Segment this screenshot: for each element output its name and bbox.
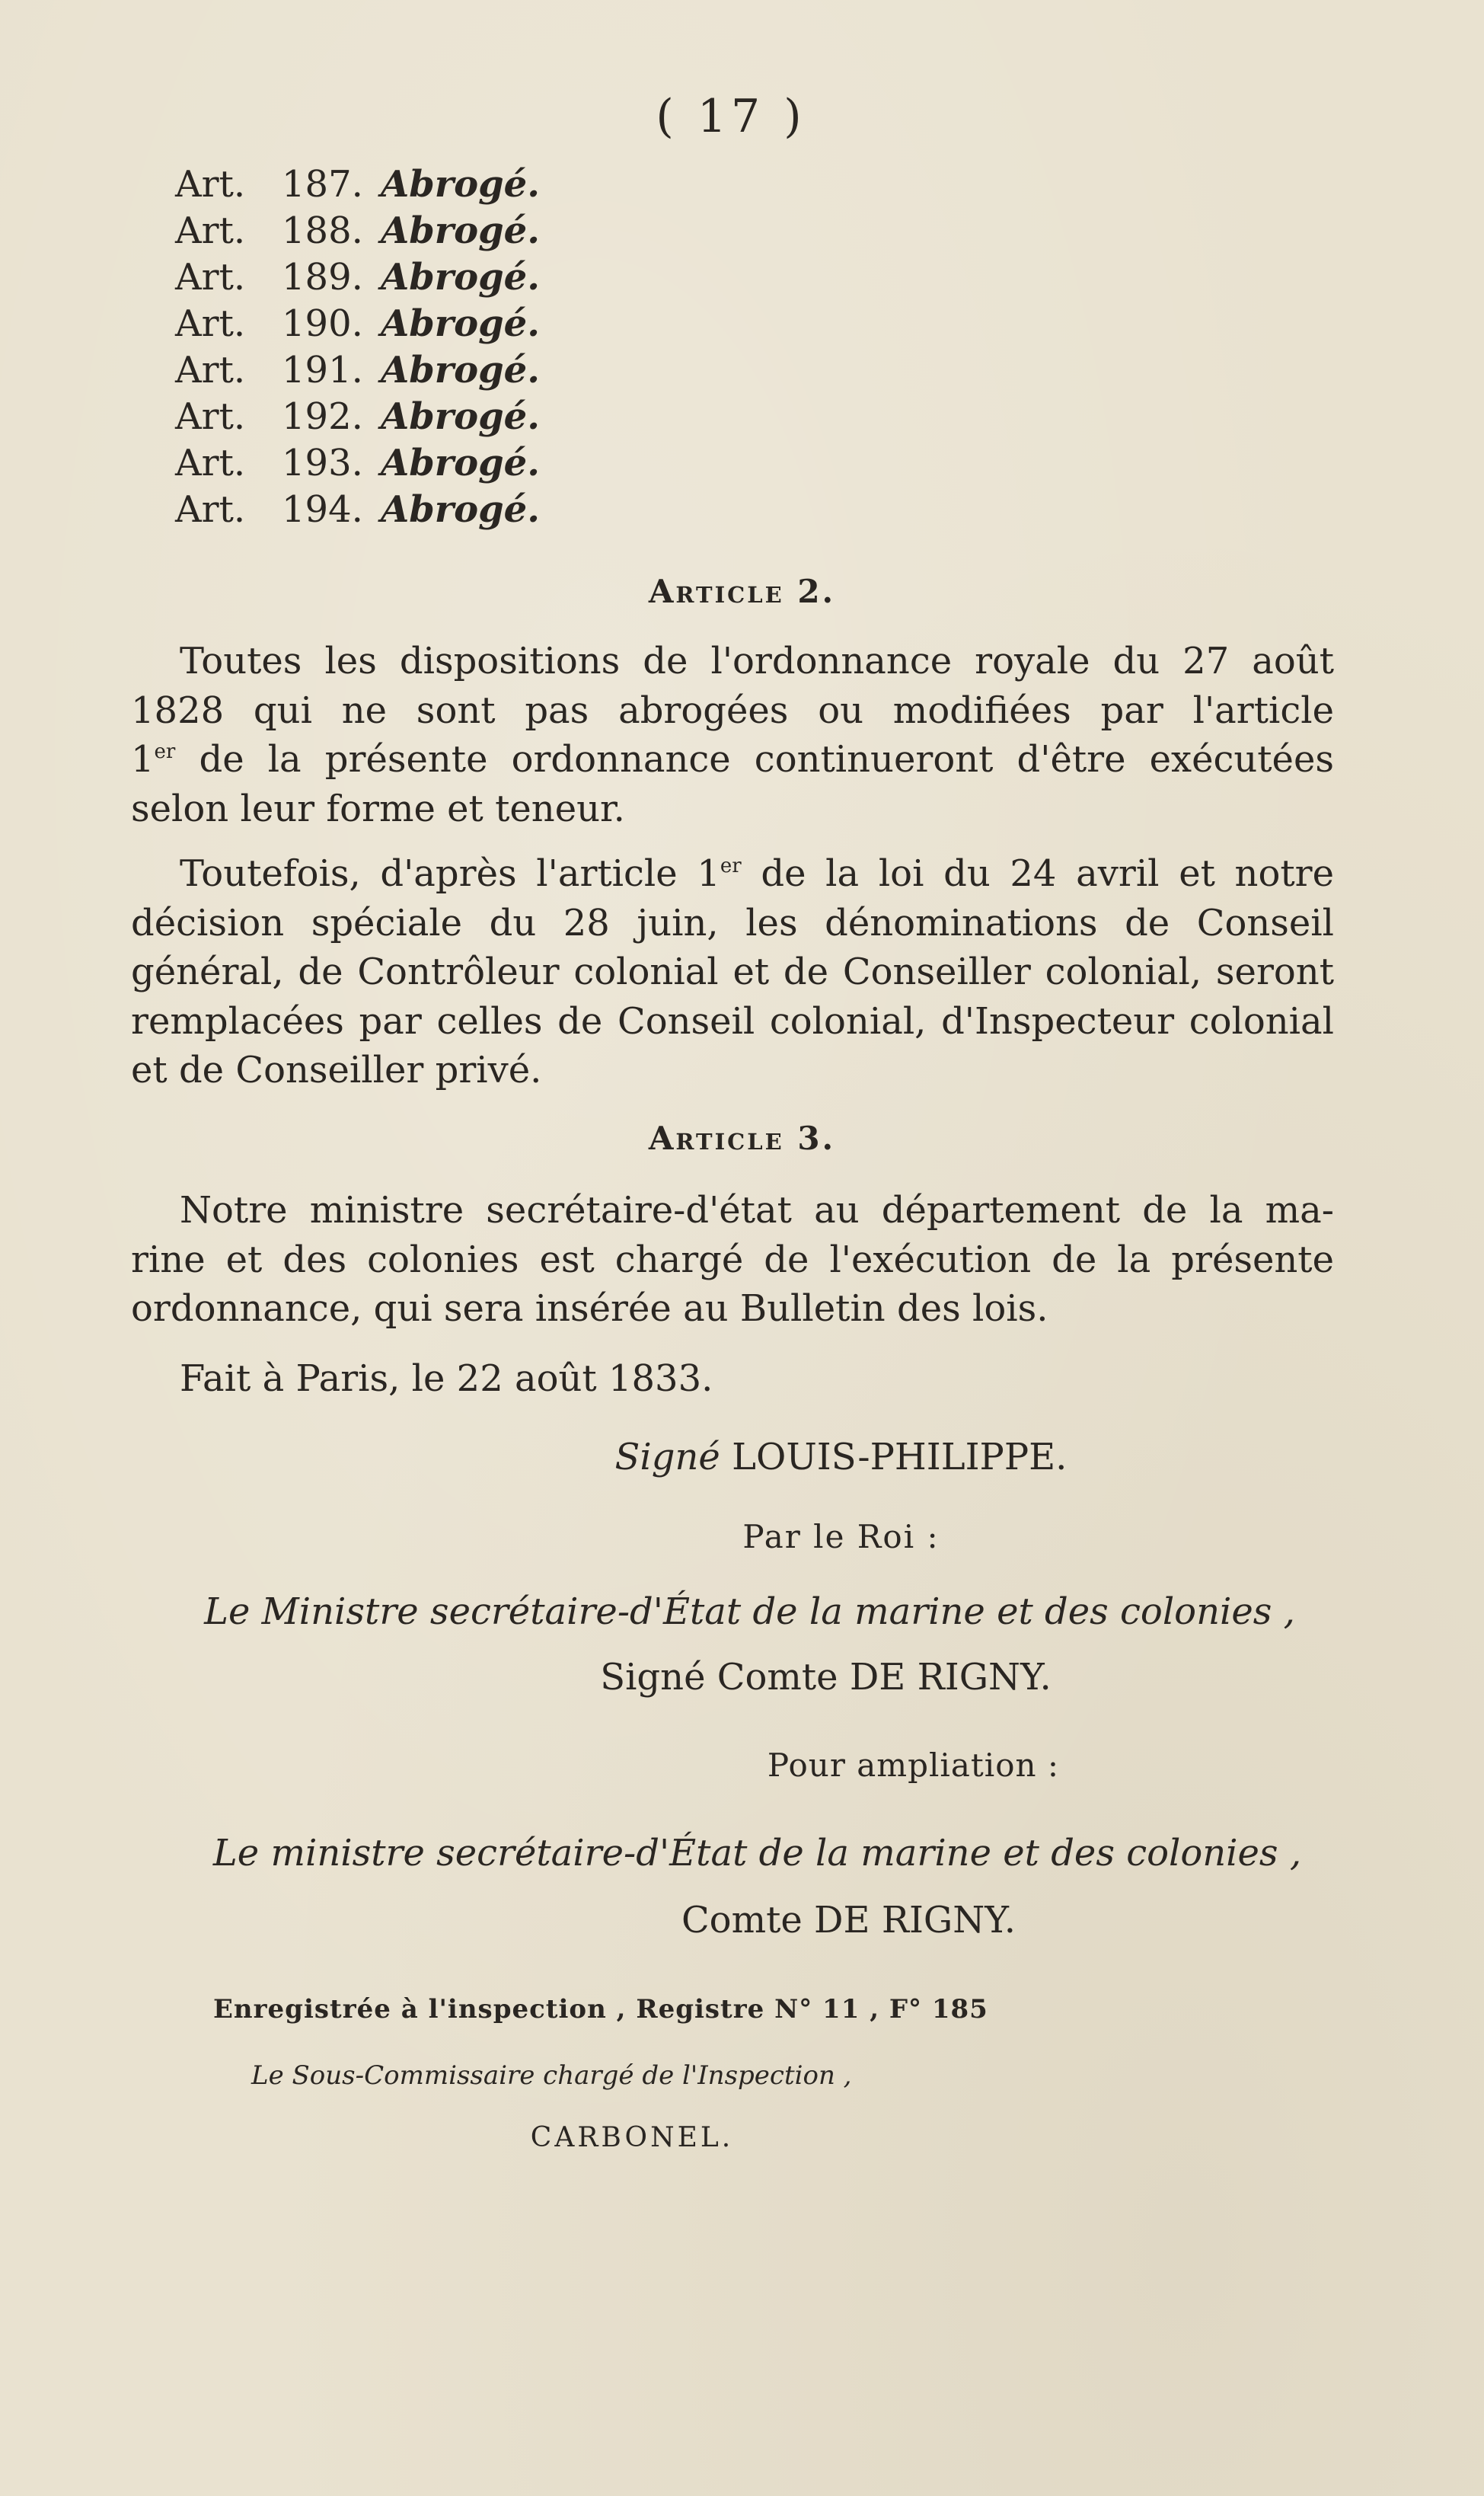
list-item bbox=[175, 254, 540, 301]
text-line bbox=[131, 735, 1334, 785]
king-signature bbox=[0, 1436, 1484, 1478]
king-name: LOUIS-PHILIPPE. bbox=[732, 1436, 1068, 1478]
article-status: Abrogé. bbox=[381, 442, 540, 484]
text-line: ordonnance, qui sera insérée au Bulletin des lois. bbox=[131, 1287, 1048, 1330]
article-status: Abrogé. bbox=[381, 256, 540, 299]
article-number: 187. bbox=[282, 163, 363, 206]
superscript: er bbox=[720, 855, 742, 877]
text-fragment: Toutefois, d'après l'article 1 bbox=[180, 852, 720, 895]
article-label: Art. bbox=[175, 209, 246, 252]
article-label: Art. bbox=[175, 488, 246, 531]
subcommissioner-title: Le Sous-Commissaire chargé de l'Inspection , bbox=[251, 2060, 852, 2091]
minister-title-text: Le Ministre secrétaire-d'État de la marine et des colonies , bbox=[204, 1590, 1295, 1633]
article-number: 188. bbox=[282, 209, 363, 252]
list-item bbox=[175, 487, 540, 533]
article-number: 192. bbox=[282, 395, 363, 438]
text-fragment: 1 bbox=[131, 738, 155, 781]
text-line: Toutes les dispositions de l'ordonnance royale du 27 août bbox=[180, 640, 1334, 682]
list-item bbox=[175, 347, 540, 394]
minister-name: Comte DE RIGNY. bbox=[681, 1899, 1016, 1942]
text-line: selon leur forme et teneur. bbox=[131, 787, 625, 830]
text-line: 1828 qui ne sont pas abrogées ou modifiées par l'article bbox=[131, 689, 1334, 732]
text-line bbox=[131, 849, 1334, 899]
article-label: Art. bbox=[175, 395, 246, 438]
article-number: 189. bbox=[282, 256, 363, 299]
article-label: Art. bbox=[175, 302, 246, 345]
article-number: 194. bbox=[282, 488, 363, 531]
article-2-heading: Article 2. bbox=[648, 573, 836, 610]
text-line: Notre ministre secrétaire-d'état au département de la ma- bbox=[180, 1189, 1334, 1232]
registration-line: Enregistrée à l'inspection , Registre N° 11 , F° 185 bbox=[213, 1994, 988, 2025]
minister-title-2 bbox=[0, 1832, 1484, 1874]
minister-signed: Signé Comte DE RIGNY. bbox=[600, 1656, 1052, 1699]
article-label: Art. bbox=[175, 163, 246, 206]
list-item bbox=[175, 161, 540, 208]
page-number: ( 17 ) bbox=[656, 90, 806, 143]
article-number: 191. bbox=[282, 349, 363, 391]
par-le-roi: Par le Roi : bbox=[742, 1518, 940, 1555]
subcommissioner-name: CARBONEL. bbox=[530, 2122, 734, 2153]
text-fragment: de la loi du 24 avril et notre bbox=[741, 852, 1335, 895]
abrogated-articles-list bbox=[175, 161, 540, 533]
list-item bbox=[175, 208, 540, 254]
article-status: Abrogé. bbox=[381, 209, 540, 252]
pour-ampliation: Pour ampliation : bbox=[767, 1747, 1060, 1784]
article-label: Art. bbox=[175, 256, 246, 299]
article-label: Art. bbox=[175, 442, 246, 484]
article-2-paragraph-2 bbox=[131, 849, 1334, 1095]
article-label: Art. bbox=[175, 349, 246, 391]
date-place-line: Fait à Paris, le 22 août 1833. bbox=[180, 1357, 713, 1400]
article-status: Abrogé. bbox=[381, 488, 540, 531]
article-3-heading: Article 3. bbox=[648, 1120, 836, 1157]
text-fragment: de la présente ordonnance continueront d'être exécutées bbox=[175, 738, 1334, 781]
signe-label: Signé bbox=[614, 1436, 720, 1478]
list-item bbox=[175, 440, 540, 487]
article-status: Abrogé. bbox=[381, 302, 540, 345]
text-line: remplacées par celles de Conseil colonial, d'Inspecteur colonial bbox=[131, 999, 1334, 1043]
article-status: Abrogé. bbox=[381, 163, 540, 206]
article-number: 193. bbox=[282, 442, 363, 484]
article-status: Abrogé. bbox=[381, 349, 540, 391]
minister-title-text: Le ministre secrétaire-d'État de la marine et des colonies , bbox=[212, 1832, 1302, 1874]
superscript: er bbox=[154, 740, 176, 763]
list-item bbox=[175, 301, 540, 347]
text-line: général, de Contrôleur colonial et de Conseiller colonial, seront bbox=[131, 951, 1334, 993]
text-line: décision spéciale du 28 juin, les dénominations de Conseil bbox=[131, 901, 1334, 944]
text-line: rine et des colonies est chargé de l'exécution de la présente bbox=[131, 1238, 1334, 1281]
list-item bbox=[175, 394, 540, 440]
article-3-paragraph bbox=[131, 1186, 1334, 1334]
minister-title bbox=[0, 1590, 1484, 1633]
article-status: Abrogé. bbox=[381, 395, 540, 438]
article-2-paragraph-1 bbox=[131, 637, 1334, 833]
article-number: 190. bbox=[282, 302, 363, 345]
text-line: et de Conseiller privé. bbox=[131, 1049, 542, 1091]
